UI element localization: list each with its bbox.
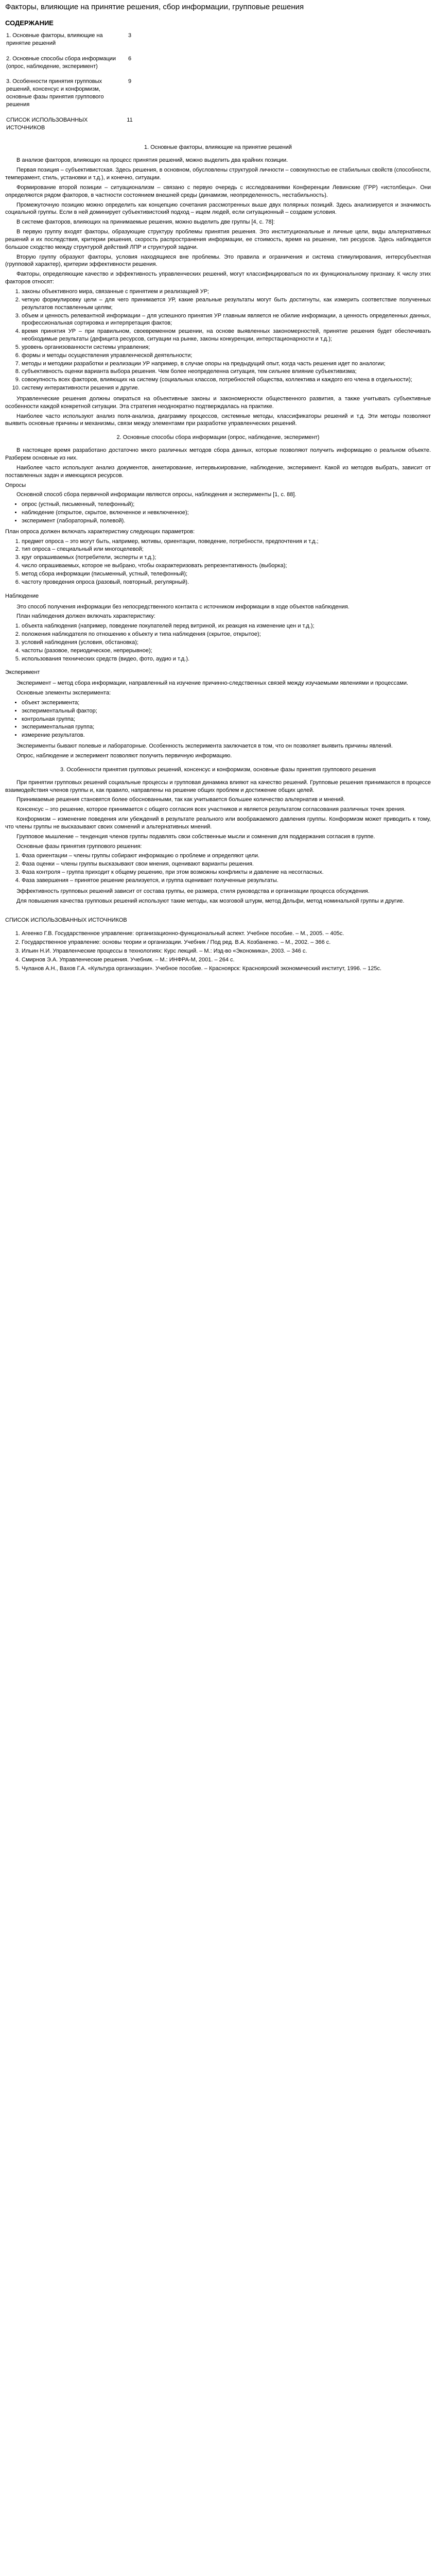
paragraph: Промежуточную позицию можно определить как концепцию сочетания рассмотренных выше двух полярных позиций. Здесь анализируется и значимость социальной группы. Если в ней доминирует субъективистский подход – ищем людей, если ситуационный – создаем условия. [5, 201, 431, 216]
list-item: • опрос (устный, письменный, телефонный); [22, 501, 431, 509]
toc-item-text[interactable]: 2. Основные способы сбора информации (опрос, наблюдение, эксперимент) [6, 55, 116, 70]
section-heading: 2. Основные способы сбора информации (опрос, наблюдение, эксперимент) [116, 434, 320, 441]
reference-item: 5. Чуланов А.Н., Вахов Г.А. «Культура организации». Учебное пособие. – Красноярск: Красноярский экономический институт, 1996. – 125с. [22, 965, 431, 973]
factor-list [5, 288, 431, 392]
toc-row[interactable] [5, 115, 136, 138]
list-item: 1. законы объективного мира, связанные с принятием и реализацией УР; [22, 288, 431, 296]
paragraph: Управленческие решения должны опираться на объективные законы и закономерности общественного развития, а также учитывать субъективные особенности каждой конкретной ситуации. Эта стратегия неоднократно подтверждалась на практике. [5, 395, 431, 410]
list-item: 10. систему интерактивности решения и другие. [22, 384, 431, 392]
section-heading: 3. Особенности принятия групповых решений, консенсус и конформизм, основные фазы принятия группового решения [60, 766, 376, 773]
list-item: 4. частоты (разовое, периодическое, непрерывное); [22, 647, 431, 655]
subheading: Опросы [5, 482, 26, 488]
list-item: 3. круг опрашиваемых (потребители, эксперты и т.д.); [22, 554, 431, 562]
paragraph: Консенсус – это решение, которое принимается с общего согласия всех участников и является результатом согласования различных точек зрения. [16, 806, 406, 813]
experiment-list [5, 699, 431, 739]
paragraph: Факторы, определяющие качество и эффективность управленческих решений, могут классифицироваться по их функциональному признаку. К числу этих факторов относят: [5, 271, 431, 285]
method-list [5, 501, 431, 525]
list-item: 7. методы и методики разработки и реализации УР например, в случае опоры на предыдущий опыт, когда часть решения идет по аналогии; [22, 360, 431, 368]
reference-item: 4. Смирнов Э.А. Управленческие решения. Учебник. – М.: ИНФРА-М, 2001. – 264 с. [22, 956, 431, 964]
reference-item: 3. Ильин Н.И. Управленческие процессы в технологиях: Курс лекций. – М.: Изд-во «Экономика», 2003. – 346 с. [22, 947, 431, 955]
list-item: 4. число опрашиваемых, которое не выбрано, чтобы охарактеризовать репрезентативность (выборка); [22, 562, 431, 570]
list-item: • экспериментальная группа; [22, 723, 431, 731]
list-item: 2. Фаза оценки – члены группы высказывают свои мнения, оценивают варианты решения. [22, 860, 431, 868]
paragraph: Эксперимент – метод сбора информации, направленный на изучение причинно-следственных связей между изучаемыми явлениями и процессами. [16, 680, 409, 687]
toc-item-page: 9 [128, 78, 132, 85]
references-heading: СПИСОК ИСПОЛЬЗОВАННЫХ ИСТОЧНИКОВ [5, 917, 127, 923]
paragraph: План наблюдения должен включать характеристику: [16, 613, 155, 620]
paragraph: Конформизм – изменение поведения или убеждений в результате реального или воображаемого давления группы. Конформизм может приводить к тому, что члены группы не высказывают своих сомнений и альтернативных мнений. [5, 816, 431, 830]
paragraph: План опроса должен включать характеристику следующих параметров: [5, 528, 195, 535]
toc-item-page: 6 [128, 55, 132, 62]
list-item: • экспериментальный фактор; [22, 707, 431, 715]
toc-heading: СОДЕРЖАНИЕ [5, 19, 54, 27]
subheading: Эксперимент [5, 669, 40, 676]
paragraph: Групповое мышление – тенденция членов группы подавлять свои собственные мысли и сомнения для поддержания согласия в группе. [16, 833, 375, 840]
references-list [5, 930, 431, 972]
list-item: 1. Фаза ориентации – члены группы собирают информацию о проблеме и определяют цели. [22, 852, 431, 860]
paragraph: Эффективность групповых решений зависит от состава группы, ее размера, стиля руководства и организации процесса обсуждения. [16, 888, 370, 894]
phase-list [5, 852, 431, 884]
list-item: 5. использования технических средств (видео, фото, аудио и т.д.). [22, 655, 431, 663]
toc-item-page: 3 [128, 32, 132, 39]
list-item: • контрольная группа; [22, 716, 431, 723]
list-item: • объект эксперимента; [22, 699, 431, 707]
observation-list [5, 622, 431, 663]
list-item: 4. время принятия УР – при правильном, своевременном решении, на основе выявленных закономерностей, принятие решения будет обеспечивать необходимые результаты (дефицита ресурсов, ситуации на рынке, законы конкуренции, интерстационарности и т.д.); [22, 328, 431, 343]
document-page [0, 2, 436, 984]
paragraph: При принятии групповых решений социальные процессы и групповая динамика влияют на качество решений. Групповые решения принимаются в процессе взаимодействия членов группы и, как правило, направлены на решение общих проблем и достижение общих целей. [5, 779, 431, 793]
paragraph: В анализе факторов, влияющих на процесс принятия решений, можно выделить два крайних позиции. [16, 157, 288, 164]
list-item: 1. объекта наблюдения (например, поведение покупателей перед витриной, их реакция на изменение цен и т.д.); [22, 622, 431, 630]
paragraph: Принимаемые решения становятся более обоснованными, так как учитывается большее количество альтернатив и мнений. [16, 796, 345, 803]
document-body [0, 144, 436, 972]
paragraph: В системе факторов, влияющих на принимаемые решения, можно выделить две группы [4, с. 78]: [16, 219, 275, 226]
toc-item-text[interactable]: 3. Особенности принятия групповых решений, консенсус и конформизм, основные фазы принятия группового решения [6, 78, 104, 108]
paragraph: В настоящее время разработано достаточно много различных методов сбора данных, которые позволяют получить информацию о реальном объекте. Разберем основные из них. [5, 447, 431, 462]
list-item: 8. субъективность оценки варианта выбора решения. Чем более неопределенна ситуация, тем сильнее влияние субъективизма; [22, 368, 431, 376]
paragraph: Это способ получения информации без непосредственного контакта с источником информации в ходе объектов наблюдения. [16, 603, 350, 610]
list-item: 9. совокупность всех факторов, влияющих на систему (социальных классов, потребностей общества, коллектива и каждого его члена в отдельности); [22, 376, 431, 384]
list-item: 3. Фаза контроля – группа приходит к общему решению, при этом возможны конфликты и давление на несогласных. [22, 869, 431, 876]
list-item: 3. условий наблюдения (условия, обстановка); [22, 639, 431, 647]
paragraph: Первая позиция – субъективистская. Здесь решения, в основном, обусловлены структурой личности – совокупностью ее стабильных свойств (способности, темперамент, стиль, установки и т.д.), и конечно, ситуации. [5, 167, 431, 181]
section-heading: 1. Основные факторы, влияющие на принятие решений [144, 144, 292, 151]
toc-row[interactable] [5, 30, 136, 54]
page-title: Факторы, влияющие на принятие решения, сбор информации, групповые решения [5, 3, 304, 11]
list-item: 2. тип опроса – специальный или многоцелевой; [22, 546, 431, 553]
list-item: • измерение результатов. [22, 732, 431, 739]
list-item: 6. частоту проведения опроса (разовый, повторный, регулярный). [22, 579, 431, 586]
toc-row[interactable] [5, 76, 136, 114]
paragraph: Для повышения качества групповых решений используют такие методы, как мозговой штурм, метод Дельфи, метод номинальной группы и другие. [16, 897, 405, 904]
paragraph: Формирование второй позиции – ситуационализм – связано с первую очередь с исследованиями Конференции Левинские (ГРР) «истолбецы». Они определяются рядом факторов, в частности состоянием внешней среды (динамизм, неопределенность, нестабильность). [5, 184, 431, 198]
paragraph: Эксперименты бывают полевые и лабораторные. Особенность эксперимента заключается в том, что он позволяет выявить причины явлений. [16, 743, 393, 750]
subheading: Наблюдение [5, 592, 39, 599]
plan-list [5, 538, 431, 586]
table-of-contents [5, 30, 136, 138]
list-item: 4. Фаза завершения – принятое решение реализуется, и группа оценивает полученные результаты. [22, 877, 431, 885]
paragraph: Основной способ сбора первичной информации являются опросы, наблюдения и эксперименты [1, с. 88]. [16, 492, 297, 498]
list-item: 2. четкую формулировку цели – для чего принимается УР, какие реальные результаты могут быть достигнуты, как измерить соответствие полученных результатов поставленным целям; [22, 296, 431, 312]
toc-item-text[interactable]: СПИСОК ИСПОЛЬЗОВАННЫХ ИСТОЧНИКОВ [6, 116, 88, 131]
list-item: 2. положения наблюдателя по отношению к объекту и типа наблюдения (скрытое, открытое); [22, 631, 431, 638]
reference-item: 1. Агеенко Г.В. Государственное управление: организационно-функциональный аспект. Учебное пособие. – М., 2005. – 405с. [22, 930, 431, 938]
paragraph: Основные элементы эксперимента: [16, 690, 111, 697]
toc-row[interactable] [5, 54, 136, 77]
paragraph: Наиболее часто используют анализ документов, анкетирование, интервьюирование, наблюдение, эксперимент. Какой из методов выбрать, зависит от поставленных задач и имеющихся ресурсов. [5, 464, 431, 479]
toc-item-page: 11 [127, 116, 133, 123]
paragraph: Основные фазы принятия группового решения: [16, 843, 142, 850]
toc-item-text[interactable]: 1. Основные факторы, влияющие на принятие решений [6, 32, 103, 46]
paragraph: Наиболее часто используют анализ поля-анализа, диаграмму процессов, системные методы, классификаторы решений и т.д. Эти методы позволяют выявить основные причины и механизмы, связи между элементами при разработке управленческих решений. [5, 413, 431, 427]
list-item: 6. формы и методы осуществления управленческой деятельности; [22, 352, 431, 360]
reference-item: 2. Государственное управление: основы теории и организации. Учебник / Под ред. В.А. Козбаненко. – М., 2002. – 366 с. [22, 939, 431, 946]
list-item: • эксперимент (лабораторный, полевой). [22, 517, 431, 525]
paragraph: Опрос, наблюдение и эксперимент позволяют получить первичную информацию. [16, 753, 232, 759]
list-item: 5. уровень организованности системы управления; [22, 344, 431, 351]
list-item: 3. объем и ценность релевантной информации – для успешного принятия УР главным является не обилие информации, а ценность определенных данных, профессиональная сортировка и интерпретация фактов; [22, 312, 431, 328]
list-item: 1. предмет опроса – это могут быть, например, мотивы, ориентации, поведение, потребности, предпочтения и т.д.; [22, 538, 431, 546]
list-item: 5. метод сбора информации (письменный, устный, телефонный); [22, 570, 431, 578]
paragraph: В первую группу входят факторы, образующие структуру проблемы принятия решения. Это институциональные и личные цели, виды альтернативных решений и их последствия, критерии решения, скорость распространения информации, ее стоимость, время на решение, тип ресурсов. Здесь наблюдается большое сходство между структурой действий ЛПР и структурой задачи. [5, 229, 431, 250]
paragraph: Вторую группу образуют факторы, условия находящиеся вне проблемы. Это правила и ограничения и система стимулирования, интерсубъектная (групповой характер), критерии эффективности решения. [5, 253, 431, 268]
list-item: • наблюдение (открытое, скрытое, включенное и невключенное); [22, 509, 431, 517]
